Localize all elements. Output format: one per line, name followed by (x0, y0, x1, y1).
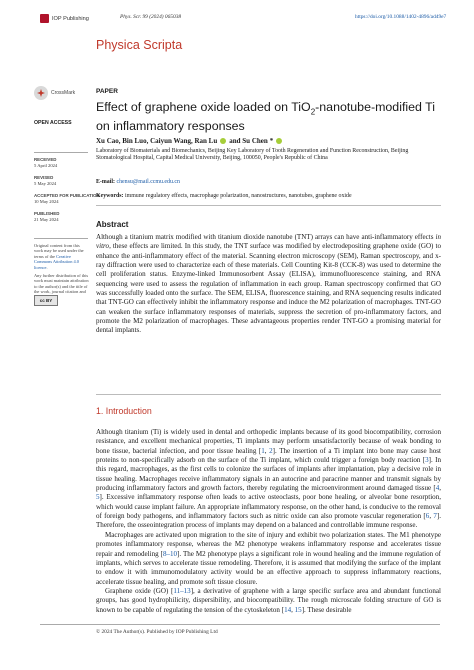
orcid-icon[interactable] (220, 138, 226, 144)
open-access-badge: OPEN ACCESS (34, 120, 72, 126)
abstract-text-a: Although a titanium matrix modified with titanium dioxide nanotube (TNT) arrays can have anti-inflammatory effects (96, 233, 436, 241)
revised-date: 5 May 2024 (34, 181, 57, 186)
title-part-2: -nanotube-modified Ti on inflammatory responses (96, 100, 436, 134)
orcid-icon[interactable] (276, 138, 282, 144)
license-link[interactable]: Creative Commons Attribution 4.0 licence (34, 253, 80, 270)
revised-label: REVISED (34, 175, 54, 180)
iop-logo-icon (40, 14, 49, 23)
corresponding-mark: * (269, 137, 274, 145)
section-divider (96, 205, 441, 206)
email-label: E-mail: (96, 179, 115, 185)
published-date: 21 May 2024 (34, 217, 59, 222)
publisher-logo (40, 14, 89, 23)
license-text-2: . (46, 264, 48, 270)
reference-link[interactable]: 15 (294, 605, 302, 614)
reference-link[interactable]: 5 (96, 493, 100, 502)
footer-divider (40, 624, 440, 625)
article-type: PAPER (96, 88, 118, 95)
abstract-italic: in vitro (96, 233, 441, 251)
copyright-footer: © 2024 The Author(s). Published by IOP Publishing Ltd (96, 629, 218, 635)
p1-text: ]. Therefore, the osseointegration process of implants may depend on a balanced and controllable immune response. (96, 512, 441, 530)
title-subscript: 2 (310, 107, 316, 117)
paper-title (96, 100, 446, 134)
email-line (96, 179, 180, 185)
p2-text: Macrophages are activated upon migration to the site of injury and exhibit two polarization states. The M1 phenotype promotes inflammatory response, whereas the M2 phenotype weakens inflammatory response and accelerates tissue repair and remodeling [ (96, 531, 441, 558)
intro-paragraph-1 (96, 428, 441, 531)
p1-text: , (439, 484, 441, 493)
crossmark-button[interactable] (34, 86, 75, 100)
p1-text: ]. In this regard, macrophages, as the first cells to colonize the surfaces of implants after implantation, play a decisive role in tissue healing. Macrophages receive inflammatory signals in an autocrine and paracrine manner and transmit signals by producing inflammatory factors and growth factors, thereby regulating the microenvironment around damaged tissue [ (96, 456, 441, 493)
crossmark-label: CrossMark (51, 90, 76, 96)
authors-last: and Su Chen (229, 137, 268, 145)
p3-text: Graphene oxide (GO) [ (105, 587, 174, 595)
abstract-text (96, 233, 441, 336)
affiliation: Laboratory of Biomaterials and Biomechanics, Beijing Key Laboratory of Tooth Regeneration and Function Reconstruction, Beijing Stomatological Hospital, Capital Medical University, Beijing, 100050, People's Republic of China (96, 148, 409, 161)
reference-link[interactable]: 4 (435, 484, 440, 493)
abstract-text-b: , these effects are limited. In this study, the TNT surface was modified by electrodepositing graphene oxide (GO) to enhance the anti-inflammatory effect of the material. Scanning electron microscopy (SEM), Raman spectroscopy, and x-ray diffraction were used to characterize each of these materials. Cell Counting Kit-8 (CCK-8) was used to determine the cell proliferation status. Enzyme-linked Immunosorbent Assay (ELISA), immunofluorescence staining, and RNA sequencing were used to assess the regulation of inflammation in each group. Raman spectroscopy confirmed that GO was successfully loaded onto the surface. The SEM, ELISA, fluorescence staining, and RNA sequencing results indicated that TNT-GO can effectively inhibit the inflammatory response and induce the M2 polarization of macrophages. TNT-GO can weaken the surface inflammatory responses of materials, suppress the secretion of pro-inflammatory factors, and promote the M2 polarization of macrophages. These advantageous properties render TNT-GO a promising material for dental implants. (96, 242, 441, 335)
p3-text: ]. These desirable (301, 605, 352, 614)
p1-text: , (429, 512, 434, 521)
sidebar-divider (34, 238, 88, 239)
accepted-label: ACCEPTED FOR PUBLICATION (34, 193, 100, 198)
sidebar-divider (34, 152, 88, 153)
reference-link[interactable]: 3 (425, 456, 429, 465)
p1-text: Although titanium (Ti) is widely used in dental and orthopedic implants because of its good biocompatibility, corrosion resistance, and excellent mechanical properties, Ti implants may perform unsatisfactorily because of weak bonding to bone tissue, bacterial infection, and poor tissue healing [ (96, 428, 441, 455)
doi-link[interactable]: https://doi.org/10.1088/1402-4896/ad49e7 (355, 14, 447, 20)
journal-citation: Phys. Scr. 99 (2024) 065038 (120, 14, 182, 20)
cc-license-badge[interactable]: cc BY (34, 295, 58, 306)
license-text-3: Any further distribution of this work must maintain attribution to the author(s) and the title of the work, journal citation and (34, 273, 89, 295)
abstract-heading: Abstract (96, 220, 129, 229)
p3-text: , (291, 605, 295, 614)
authors-first: Xu Cao, Bin Luo, Caiyun Wang, Ran Lu (96, 137, 218, 145)
reference-link[interactable]: 7 (433, 512, 437, 521)
reference-link[interactable]: 2 (269, 446, 273, 455)
introduction-heading: 1. Introduction (96, 406, 152, 416)
keywords-label: Keywords: (96, 193, 124, 199)
received-date: 5 April 2024 (34, 163, 58, 168)
license-text (34, 243, 89, 300)
reference-link[interactable]: 6 (425, 512, 430, 521)
title-part-1: Effect of graphene oxide loaded on TiO (96, 100, 311, 114)
published-label: PUBLISHED (34, 211, 60, 216)
reference-link[interactable]: 14 (284, 605, 292, 614)
accepted-date: 10 May 2024 (34, 199, 59, 204)
author-list (96, 137, 283, 145)
p2-text: ]. The M2 phenotype plays a significant role in wound healing and the immune regulation of implants, which serves to accelerate tissue remodeling. Therefore, it is assumed that modifying the surface of the implant to endow it with immunomodulatory activity would be an effective approach to suppress inflammatory reactions, accelerate tissue healing, and promote soft tissue closure. (96, 549, 441, 586)
crossmark-icon (34, 86, 48, 100)
email-link[interactable]: chensu@mail.ccmu.edu.cn (116, 179, 180, 185)
reference-link[interactable]: 11–13 (173, 587, 191, 595)
license-text-1: Original content from this work may be used under the terms of the (34, 243, 84, 259)
p1-text: ]. Excessive inflammatory response often leads to active osteoclasts, poor bone healing, or alveolar bone resorption, which would cause implant failure. An appropriate inflammatory response, on the other hand, is conducive to the removal of foreign body pathogens, and inflammatory factors such as nitric oxide can also promote vascular regeneration [ (96, 493, 441, 521)
publisher-name: IOP Publishing (52, 15, 89, 22)
p3-text: ], a derivative of graphene with a large specific surface area and abundant functional groups, has good hydrophilicity, dispersibility, and biocompatibility. The rough microscale folding structure of GO is known to be capable of regulating the tension of the cytoskeleton [ (96, 587, 441, 614)
reference-link[interactable]: 8–10 (162, 549, 178, 558)
p1-text: , (264, 446, 270, 455)
keywords-text: immune regulatory effects, macrophage polarization, nanostructures, nanotubes, graphene oxide (124, 193, 352, 199)
received-label: RECEIVED (34, 157, 57, 162)
keywords-line (96, 193, 441, 199)
p1-text: ]. The insertion of a Ti implant into bone may cause host proteins to non-specifically adsorb on the surface of the Ti implant, which could trigger a foreign body reaction [ (96, 446, 441, 465)
intro-paragraph-2 (96, 531, 441, 587)
reference-link[interactable]: 1 (261, 446, 265, 455)
journal-title[interactable]: Physica Scripta (96, 38, 183, 52)
intro-paragraph-3 (96, 587, 441, 615)
section-divider (96, 394, 441, 395)
